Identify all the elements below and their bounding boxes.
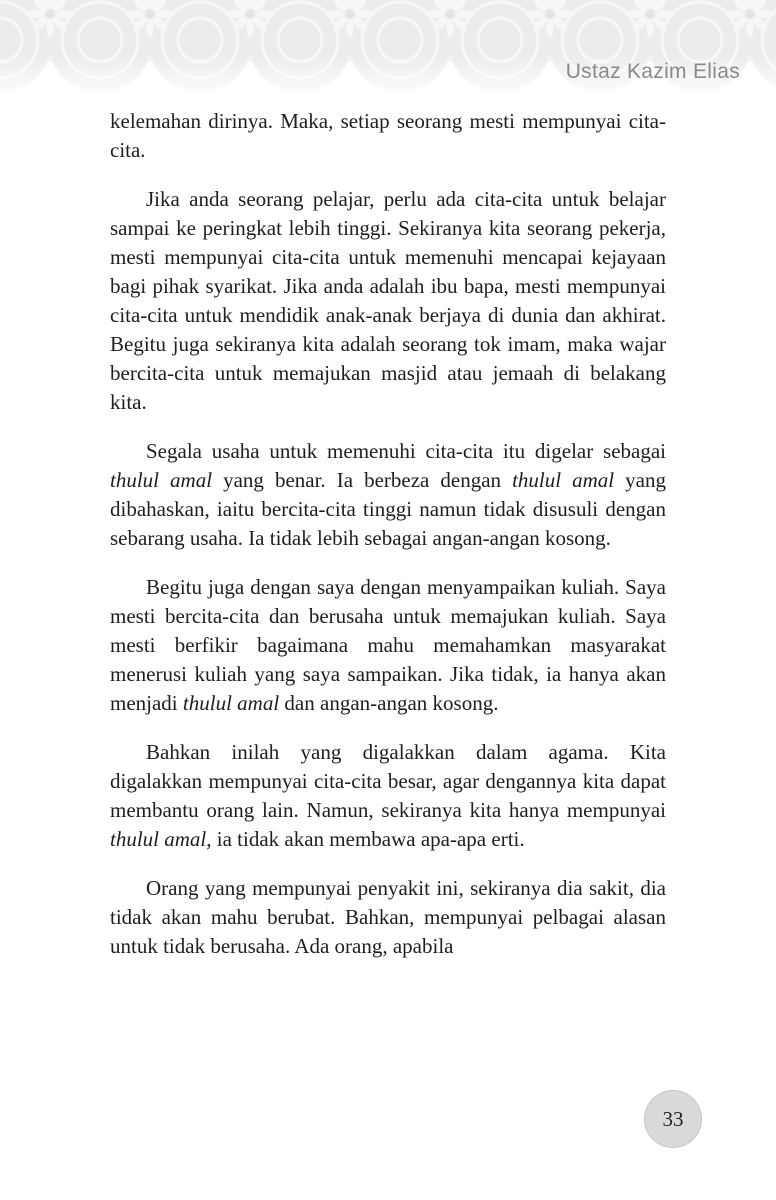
italic-term: thulul amal [110,468,213,492]
page-body [110,107,666,961]
text-run: Segala usaha untuk memenuhi cita-cita itu digelar sebagai [146,439,666,463]
header-lace-pattern [0,0,776,100]
italic-term: thulul amal [512,468,615,492]
running-head: Ustaz Kazim Elias [565,60,740,83]
text-run: dan angan-angan kosong. [279,691,499,715]
paragraph: Orang yang mempunyai penyakit ini, sekiranya dia sakit, dia tidak akan mahu berubat. Bahkan, mempunyai pelbagai alasan untuk tidak berusaha. Ada orang, apabila [110,876,666,958]
paragraph [110,437,666,553]
paragraph [110,738,666,854]
paragraph [110,573,666,718]
text-run: yang dibahaskan, iaitu bercita-cita tinggi namun tidak disusuli dengan sebarang usaha. Ia tidak lebih sebagai angan-angan kosong. [110,468,666,550]
paragraph: kelemahan dirinya. Maka, setiap seorang mesti mempunyai cita-cita. [110,109,666,162]
page-number-badge: 33 [644,1090,702,1148]
text-run: , ia tidak akan membawa apa-apa erti. [206,827,525,851]
text-run: yang benar. Ia berbeza dengan [212,468,513,492]
paragraph: Jika anda seorang pelajar, perlu ada cita-cita untuk belajar sampai ke peringkat lebih tinggi. Sekiranya kita seorang pekerja, mesti mempunyai cita-cita untuk memenuhi mencapai kejayaan bagi pihak syarikat. Jika anda adalah ibu bapa, mesti mempunyai cita-cita untuk mendidik anak-anak berjaya di dunia dan akhirat. Begitu juga sekiranya kita adalah seorang tok imam, maka wajar bercita-cita untuk memajukan masjid atau jemaah di belakang kita. [110,187,666,414]
italic-term: thulul amal [110,827,207,851]
text-run: Bahkan inilah yang digalakkan dalam agama. Kita digalakkan mempunyai cita-cita besar, agar dengannya kita dapat membantu orang lain. Namun, sekiranya kita hanya mempunyai [110,740,666,822]
text-run: Begitu juga dengan saya dengan menyampaikan kuliah. Saya mesti bercita-cita dan berusaha untuk memajukan kuliah. Saya mesti berfikir bagaimana mahu memahamkan masyarakat menerusi kuliah yang saya sampaikan. Jika tidak, ia hanya akan menjadi [110,575,666,715]
italic-term: thulul amal [182,691,280,715]
